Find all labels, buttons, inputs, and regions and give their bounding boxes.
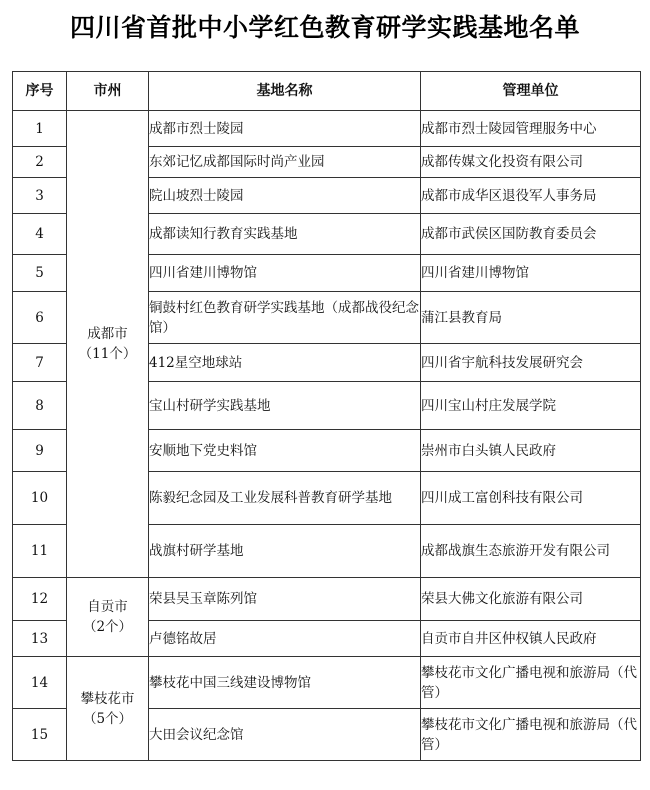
- base-name: 战旗村研学基地: [149, 525, 421, 578]
- city-cell: [67, 111, 149, 578]
- management-unit: 荣县大佛文化旅游有限公司: [421, 578, 641, 621]
- management-unit: 成都市烈士陵园管理服务中心: [421, 111, 641, 147]
- management-unit: 攀枝花市文化广播电视和旅游局（代管）: [421, 709, 641, 761]
- city-count: （2个）: [82, 619, 133, 635]
- row-number: 13: [13, 621, 67, 657]
- row-number: 10: [13, 472, 67, 525]
- row-number: 1: [13, 111, 67, 147]
- management-unit: 成都市武侯区国防教育委员会: [421, 214, 641, 255]
- table-row: [13, 657, 641, 709]
- management-unit: 自贡市自井区仲权镇人民政府: [421, 621, 641, 657]
- management-unit: 四川宝山村庄发展学院: [421, 382, 641, 430]
- row-number: 9: [13, 430, 67, 472]
- city-cell: [67, 578, 149, 657]
- base-name: 四川省建川博物馆: [149, 255, 421, 292]
- base-name: 成都读知行教育实践基地: [149, 214, 421, 255]
- management-unit: 崇州市白头镇人民政府: [421, 430, 641, 472]
- base-name: 东郊记忆成都国际时尚产业园: [149, 147, 421, 178]
- city-count: （5个）: [82, 710, 133, 727]
- table-header-row: [13, 72, 641, 111]
- table-row: [13, 578, 641, 621]
- management-unit: 四川省建川博物馆: [421, 255, 641, 292]
- row-number: 12: [13, 578, 67, 621]
- base-name: 荣县吴玉章陈列馆: [149, 578, 421, 621]
- base-name: 大田会议纪念馆: [149, 709, 421, 761]
- row-number: 4: [13, 214, 67, 255]
- row-number: 7: [13, 344, 67, 382]
- base-name: 陈毅纪念园及工业发展科普教育研学基地: [149, 472, 421, 525]
- base-name: 安顺地下党史料馆: [149, 430, 421, 472]
- base-name: 攀枝花中国三线建设博物馆: [149, 657, 421, 709]
- management-unit: 成都市成华区退役军人事务局: [421, 178, 641, 214]
- row-number: 2: [13, 147, 67, 178]
- header-base-name: 基地名称: [149, 72, 421, 111]
- row-number: 15: [13, 709, 67, 761]
- table-row: [13, 111, 641, 147]
- row-number: 11: [13, 525, 67, 578]
- base-list-table: [12, 71, 641, 761]
- row-number: 3: [13, 178, 67, 214]
- base-name: 铜鼓村红色教育研学实践基地（成都战役纪念馆）: [149, 292, 421, 344]
- header-no: 序号: [13, 72, 67, 111]
- management-unit: 蒲江县教育局: [421, 292, 641, 344]
- city-name: 自贡市: [87, 599, 128, 615]
- row-number: 14: [13, 657, 67, 709]
- base-name: 412星空地球站: [149, 344, 421, 382]
- table-body: [13, 111, 641, 761]
- base-name: 成都市烈士陵园: [149, 111, 421, 147]
- row-number: 6: [13, 292, 67, 344]
- city-name: 成都市: [87, 326, 128, 342]
- management-unit: 四川成工富创科技有限公司: [421, 472, 641, 525]
- city-name: 攀枝花市: [80, 690, 135, 707]
- management-unit: 四川省宇航科技发展研究会: [421, 344, 641, 382]
- row-number: 8: [13, 382, 67, 430]
- management-unit: 成都传媒文化投资有限公司: [421, 147, 641, 178]
- base-name: 宝山村研学实践基地: [149, 382, 421, 430]
- city-count: （11个）: [78, 346, 137, 362]
- header-city: 市州: [67, 72, 149, 111]
- page-title: 四川省首批中小学红色教育研学实践基地名单: [69, 13, 580, 42]
- city-cell: [67, 657, 149, 761]
- base-name: 院山坡烈士陵园: [149, 178, 421, 214]
- management-unit: 攀枝花市文化广播电视和旅游局（代管）: [421, 657, 641, 709]
- header-management-unit: 管理单位: [421, 72, 641, 111]
- base-name: 卢德铭故居: [149, 621, 421, 657]
- row-number: 5: [13, 255, 67, 292]
- management-unit: 成都战旗生态旅游开发有限公司: [421, 525, 641, 578]
